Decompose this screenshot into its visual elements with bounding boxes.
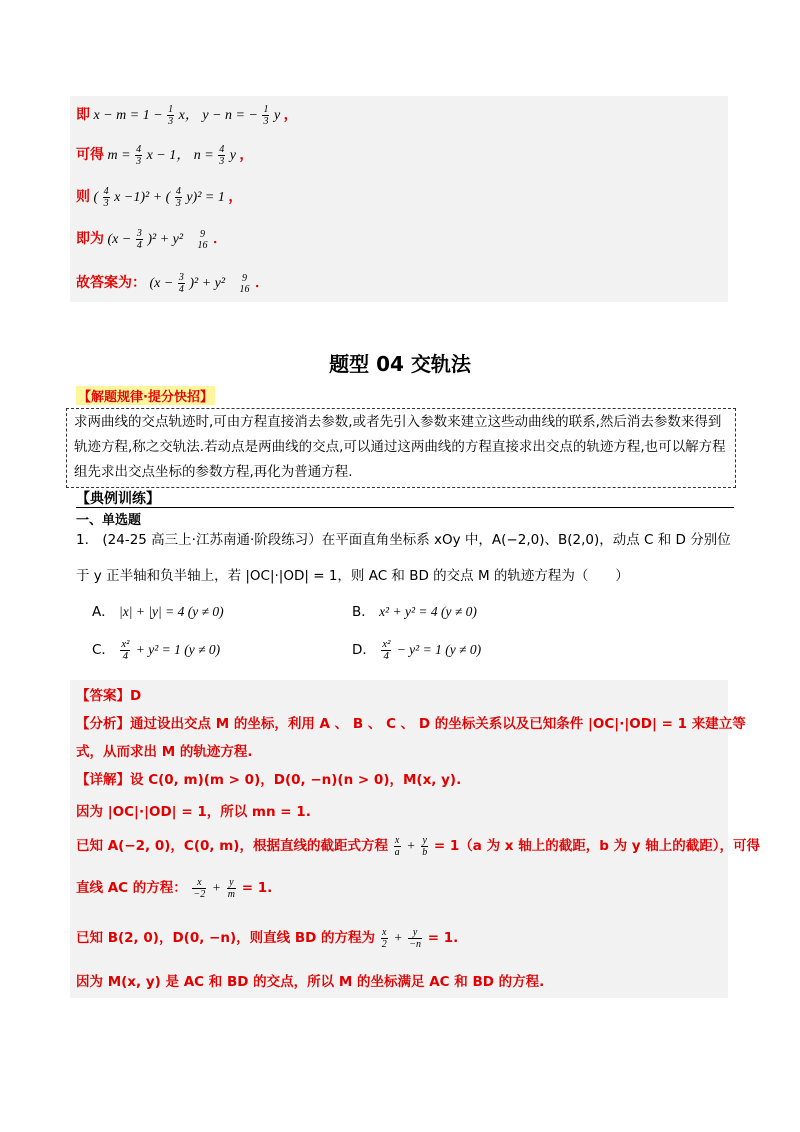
solution-line-5: 故答案为： (x − $\frac{3}{4}$ )² + y² 9 16 ． (76, 272, 270, 296)
option-c-label: C． (92, 642, 115, 658)
question-line-1: 1. (24-25 高三上·江苏南通·阶段练习）在平面直角坐标系 xOy 中，A(−2,0)、B(2,0)，动点 C 和 D 分别位 (76, 532, 731, 548)
solution-line-1: 即 x − m = 1 − $\frac{1}{3}$ x， y − n = − $\frac{1}{3}$ y ， (76, 104, 298, 128)
analysis-line-1: 【分析】通过设出交点 M 的坐标，利用 A 、 B 、 C 、 D 的坐标关系以及已知条件 |OC|·|OD| = 1 来建立等 (76, 716, 746, 732)
solution-line-2: 可得 m = $\frac{4}{3}$ x − 1， n = $\frac{4}{3}$ y ， (76, 144, 254, 168)
detail-line: 【详解】设 C(0, m)(m > 0)，D(0, −n)(n > 0)，M(x, y). (76, 772, 462, 788)
known-line-1: 已知 A(−2, 0)，C(0, m)，根据直线的截距式方程 $\frac{x}{a}$ + $\frac{y}{b}$ = 1（a 为 x 轴上的截距，b 为 y 轴上的截距），可得 (76, 834, 761, 858)
option-b-text: x² + y² = 4 (y ≠ 0) (379, 604, 477, 619)
known-line-3: 已知 B(2, 0)，D(0, −n)，则直线 BD 的方程为 $\frac{x}{2}$ + $\frac{y}{-n}$ = 1. (76, 926, 459, 950)
rule-text: 求两曲线的交点轨迹时,可由方程直接消去参数,或者先引入参数来建立这些动曲线的联系,然后消去参数来得到轨迹方程,称之交轨法.若动点是两曲线的交点,可以通过这两曲线的方程直接求出交点的轨迹方程,也可以解方程组先求出交点坐标的参数方程,再化为普通方程. (74, 414, 726, 480)
solution-line-4: 即为 (x − $\frac{3}{4}$ )² + y² 9 16 ． (76, 228, 228, 252)
because-line: 因为 |OC|·|OD| = 1，所以 mn = 1. (76, 804, 311, 820)
option-d-text: − y² = 1 (y ≠ 0) (396, 642, 482, 657)
option-d: D． $\frac{\text{x²}}{4}$ − y² = 1 (y ≠ 0) (352, 637, 482, 662)
example-underline (76, 507, 734, 508)
known-line-2: 直线 AC 的方程： $\frac{x}{-2}$ + $\frac{y}{m}$ = 1. (76, 876, 273, 900)
option-a-text: |x| + |y| = 4 (y ≠ 0) (119, 604, 224, 619)
question-line-2: 于 y 正半轴和负半轴上，若 |OC|·|OD| = 1，则 AC 和 BD 的交点 M 的轨迹方程为（ ） (76, 568, 629, 584)
analysis-line-2: 式，从而求出 M 的轨迹方程. (76, 744, 253, 760)
answer-line: 【答案】D (76, 688, 142, 704)
option-c-text: + y² = 1 (y ≠ 0) (135, 642, 221, 657)
section-title: 题型 04 交轨法 (329, 352, 471, 376)
option-a-label: A． (92, 604, 115, 620)
option-b-label: B． (352, 604, 375, 620)
option-d-label: D． (352, 642, 376, 658)
option-c: C． $\frac{\text{x²}}{4}$ + y² = 1 (y ≠ 0) (92, 637, 221, 662)
rule-tag: 【解题规律·提分快招】 (76, 386, 215, 405)
example-tag: 【典例训练】 (76, 491, 160, 507)
subsection-title: 一、单选题 (76, 513, 142, 528)
final-line: 因为 M(x, y) 是 AC 和 BD 的交点，所以 M 的坐标满足 AC 和 BD 的方程. (76, 974, 545, 990)
option-b (352, 600, 477, 620)
option-a (92, 600, 224, 620)
solution-line-3: 则 ( $\frac{4}{3}$ x −1)² + ( $\frac{4}{3}$ y)² = 1 ， (76, 186, 243, 210)
